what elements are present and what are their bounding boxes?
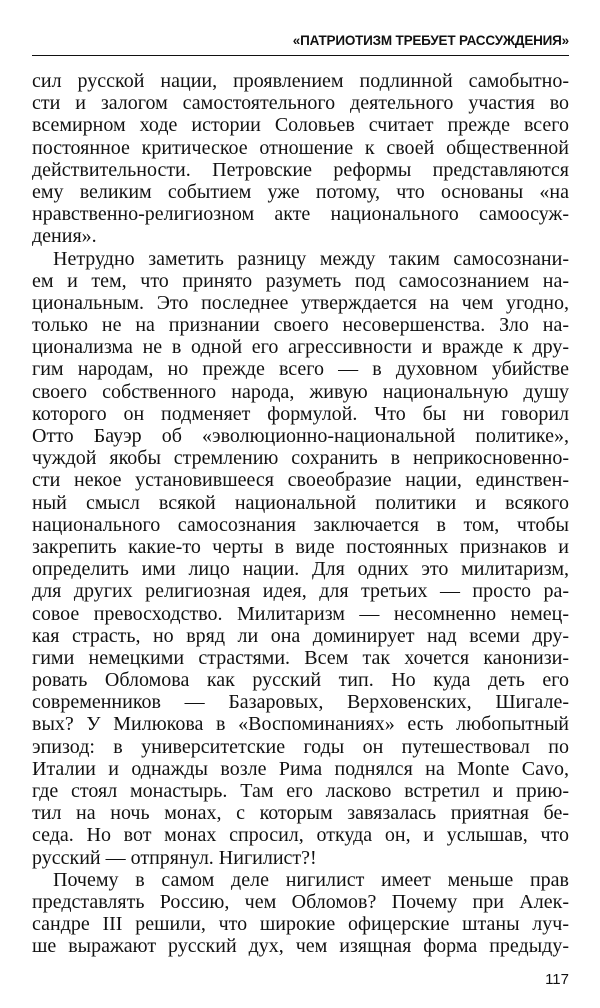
- text-line: гим народам, но прежде всего — в духовном убийстве: [32, 358, 569, 381]
- text-line: циональным. Это последнее утверждается на чем угодно,: [32, 291, 569, 314]
- text-line: седа. Но вот монах спросил, откуда он, и услышав, что: [32, 824, 569, 847]
- text-line: ем и тем, что принято разуметь под самосознанием на-: [32, 269, 569, 292]
- text-line: дения».: [32, 225, 97, 248]
- text-line: нравственно-религиозном акте национального самоосуж-: [32, 203, 569, 226]
- text-line: совое превосходство. Милитаризм — несомненно немец-: [32, 602, 569, 625]
- text-line: ше выражают русский дух, чем изящная форма предыду-: [32, 935, 569, 958]
- text-line: своего собственного народа, живую национальную душу: [32, 380, 569, 403]
- text-line: действительности. Петровские реформы представляются: [32, 158, 569, 181]
- running-header: «ПАТРИОТИЗМ ТРЕБУЕТ РАССУЖДЕНИЯ»: [292, 33, 569, 48]
- text-line: Италии и однажды возле Рима поднялся на Monte Cavo,: [32, 757, 569, 780]
- text-line: только не на признании своего несовершенства. Зло на-: [32, 314, 569, 337]
- text-line: эпизод: в университетские годы он путешествовал по: [32, 735, 569, 758]
- text-line: ционализма не в одной его агрессивности и вражде к дру-: [32, 336, 569, 359]
- paragraph-3: [32, 869, 569, 958]
- text-line: всемирном ходе истории Соловьев считает прежде всего: [32, 114, 569, 137]
- text-line: ровать Обломова как русский тип. Но куда деть его: [32, 669, 569, 692]
- text-line: где стоял монастырь. Там его ласково встретил и прию-: [32, 780, 569, 802]
- text-line: сандре III решили, что широкие офицерские штаны луч-: [32, 913, 569, 936]
- paragraph-1: [32, 70, 569, 248]
- text-line: ный смысл всякой национальной политики и всякого: [32, 491, 569, 514]
- text-line: кая страсть, но вряд ли она доминирует над всеми дру-: [32, 624, 569, 647]
- text-line: современников — Базаровых, Верховенских, Шигале-: [32, 691, 569, 714]
- text-line: закрепить какие-то черты в виде постоянных признаков и: [32, 535, 569, 558]
- text-line: сти некое установившееся своеобразие нации, единствен-: [32, 469, 569, 492]
- text-line: гими немецкими страстями. Всем так хочется канонизи-: [32, 646, 569, 669]
- text-line: вых? У Милюкова в «Воспоминаниях» есть любопытный: [32, 713, 569, 736]
- text-line: чуждой якобы стремлению сохранить в неприкосновенно-: [32, 447, 569, 470]
- text-line: тил на ночь монах, с которым завязалась приятная бе-: [32, 802, 569, 825]
- text-line: русский — отпрянул. Нигилист?!: [32, 846, 317, 869]
- text-line: сил русской нации, проявлением подлинной самобытно-: [32, 70, 569, 92]
- text-line: Почему в самом деле нигилист имеет меньше прав: [53, 868, 569, 891]
- paragraph-2: [32, 248, 569, 869]
- text-line: национального самосознания заключается в том, чтобы: [32, 513, 569, 536]
- text-line: для других религиозная идея, для третьих — просто ра-: [32, 580, 569, 603]
- text-line: Отто Бауэр об «эволюционно-национальной политике»,: [32, 425, 569, 447]
- text-line: ему великим событием уже потому, что основаны «на: [32, 180, 569, 203]
- text-line: определить ими лицо нации. Для одних это милитаризм,: [32, 558, 569, 581]
- text-line: постоянное критическое отношение к своей общественной: [32, 136, 569, 159]
- text-line: сти и залогом самостоятельного деятельного участия во: [32, 92, 569, 115]
- page-number: 117: [545, 971, 569, 988]
- page-body: [32, 70, 569, 958]
- text-line: которого он подменяет формулой. Что бы ни говорил: [32, 402, 569, 425]
- header-rule: [32, 55, 569, 56]
- text-line: представлять Россию, чем Обломов? Почему при Алек-: [32, 890, 569, 913]
- text-line: Нетрудно заметить разницу между таким самосознани-: [53, 247, 569, 270]
